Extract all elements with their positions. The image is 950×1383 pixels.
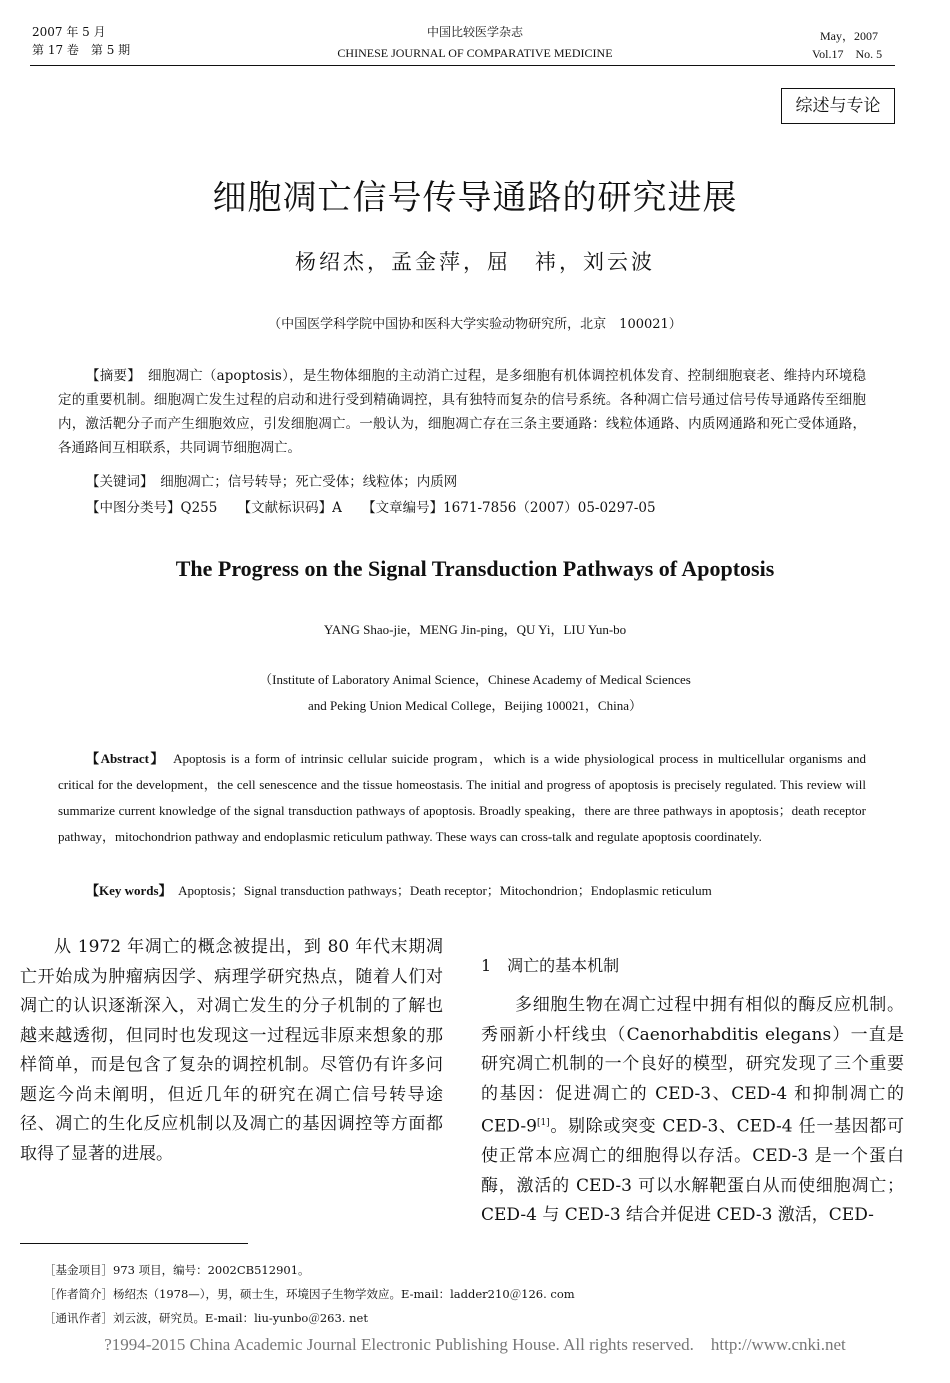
affiliation-cn: （中国医学科学院中国协和医科大学实验动物研究所，北京 100021）: [268, 317, 682, 332]
keywords-en-text: Apoptosis；Signal transduction pathways；Death receptor；Mitochondrion；Endoplasmic reticulum: [178, 883, 712, 898]
header-volume-en: Vol.17 No. 5: [812, 47, 883, 61]
section-tag: 综述与专论: [781, 88, 895, 124]
footnote-author: ［作者简介］杨绍杰（1978—），男，硕士生，环境因子生物学效应。E-mail：ladder210＠126. com: [44, 1287, 575, 1301]
keywords-cn: [86, 470, 457, 494]
doc-code-value: A: [332, 500, 342, 516]
citation-ref-1: [1]: [536, 1118, 550, 1128]
authors-en: YANG Shao-jie，MENG Jin-ping，QU Yi，LIU Yun-bo: [323, 622, 627, 637]
affiliation-en-line2: and Peking Union Medical College，Beijing 100021，China）: [308, 698, 642, 713]
abstract-en: [58, 746, 866, 850]
footnote-corresponding: ［通讯作者］刘云波，研究员。E-mail：liu-yunbo＠263. net: [44, 1311, 368, 1325]
body-left-column: 从 1972 年凋亡的概念被提出，到 80 年代末期凋亡开始成为肿瘤病因学、病理学研究热点，随着人们对凋亡的认识逐渐深入，对凋亡发生的分子机制的了解也越来越透彻，但同时也发现这一过程远非原来想象的那样简单，而是包含了复杂的调控机制。尽管仍有许多问题迄今尚未阐明，但近几年的研究在凋亡信号转导途径、凋亡的生化反应机制以及凋亡的基因调控等方面都取得了显著的进展。: [20, 937, 443, 1164]
section-heading-1: 1 凋亡的基本机制: [481, 956, 620, 975]
footnote-rule: [20, 1243, 248, 1244]
abstract-cn-label: 【摘要】: [86, 368, 135, 384]
body-right-column: [481, 991, 904, 1231]
abstract-cn: [58, 364, 866, 460]
header-volume: 第 17 卷 第 5 期: [32, 43, 131, 57]
body-right-text-1: 多细胞生物在凋亡过程中拥有相似的酶反应机制。秀丽新小杆线虫（Caenorhabditis elegans）一直是研究凋亡机制的一个良好的模型，研究发现了三个重要的基因：促进凋亡的 CED-3、CED-4 和抑制凋亡的 CED-9: [481, 995, 904, 1137]
keywords-en: [58, 878, 866, 904]
header-month-en: May，2007: [820, 29, 878, 43]
classification-line: [86, 496, 656, 520]
affiliation-en-line1: （Institute of Laboratory Animal Science，Chinese Academy of Medical Sciences: [259, 672, 691, 687]
copyright-line: ?1994-2015 China Academic Journal Electronic Publishing House. All rights reserved. http://www.cnki.net: [104, 1335, 846, 1354]
keywords-cn-text: 细胞凋亡；信号转导；死亡受体；线粒体；内质网: [146, 474, 458, 490]
header-rule: [30, 65, 895, 66]
journal-name-cn: 中国比较医学杂志: [426, 25, 523, 39]
abstract-en-label: 【Abstract】: [86, 751, 159, 766]
authors-cn: 杨绍杰，孟金萍，屈 祎，刘云波: [295, 250, 655, 274]
article-no-value: 1671-7856（2007）05-0297-05: [443, 500, 656, 516]
clc-value: Q255: [180, 500, 218, 516]
clc-label: 【中图分类号】: [86, 500, 181, 516]
header-date: 2007 年 5 月: [32, 25, 106, 39]
keywords-cn-label: 【关键词】: [86, 474, 147, 490]
body-right-text-2: 。剔除或突变 CED-3、CED-4 任一基因都可使正常本应凋亡的细胞得以存活。CED-3 是一个蛋白酶，激活的 CED-3 可以水解靶蛋白从而使细胞凋亡；CED-4 与 CED-3 结合并促进 CED-3 激活，CED-: [481, 1116, 904, 1226]
footnote-fund: ［基金项目］973 项目，编号：2002CB512901。: [44, 1263, 310, 1277]
article-no-label: 【文章编号】: [368, 500, 444, 516]
abstract-en-text: Apoptosis is a form of intrinsic cellular suicide program，which is a wide physiological process in multicellular organisms and critical for the development，the cell senescence and the tissue homeostasis. The initial and progress of apoptosis is precisely regulated. This review will summarize current knowledge of the signal transduction pathways of apoptosis. Broadly speaking，there are three pathways in apoptosis；death receptor pathway，mitochondrion pathway and endoplasmic reticulum pathway. These ways can cross-talk and regulate apoptosis coordinately.: [58, 751, 866, 844]
journal-name-en: CHINESE JOURNAL OF COMPARATIVE MEDICINE: [337, 46, 613, 60]
abstract-cn-text: 细胞凋亡（apoptosis），是生物体细胞的主动消亡过程，是多细胞有机体调控机体发育、控制细胞衰老、维持内环境稳定的重要机制。细胞凋亡发生过程的启动和进行受到精确调控，具有独特而复杂的信号系统。各种凋亡信号通过信号传导通路传至细胞内，激活靶分子而产生细胞效应，引发细胞凋亡。一般认为，细胞凋亡存在三条主要通路：线粒体通路、内质网通路和死亡受体通路，各通路间互相联系，共同调节细胞凋亡。: [58, 368, 866, 456]
keywords-en-label: 【Key words】: [86, 883, 166, 898]
doc-code-label: 【文献标识码】: [244, 500, 333, 516]
title-cn: 细胞凋亡信号传导通路的研究进展: [212, 178, 738, 218]
title-en: The Progress on the Signal Transduction Pathways of Apoptosis: [175, 556, 775, 581]
